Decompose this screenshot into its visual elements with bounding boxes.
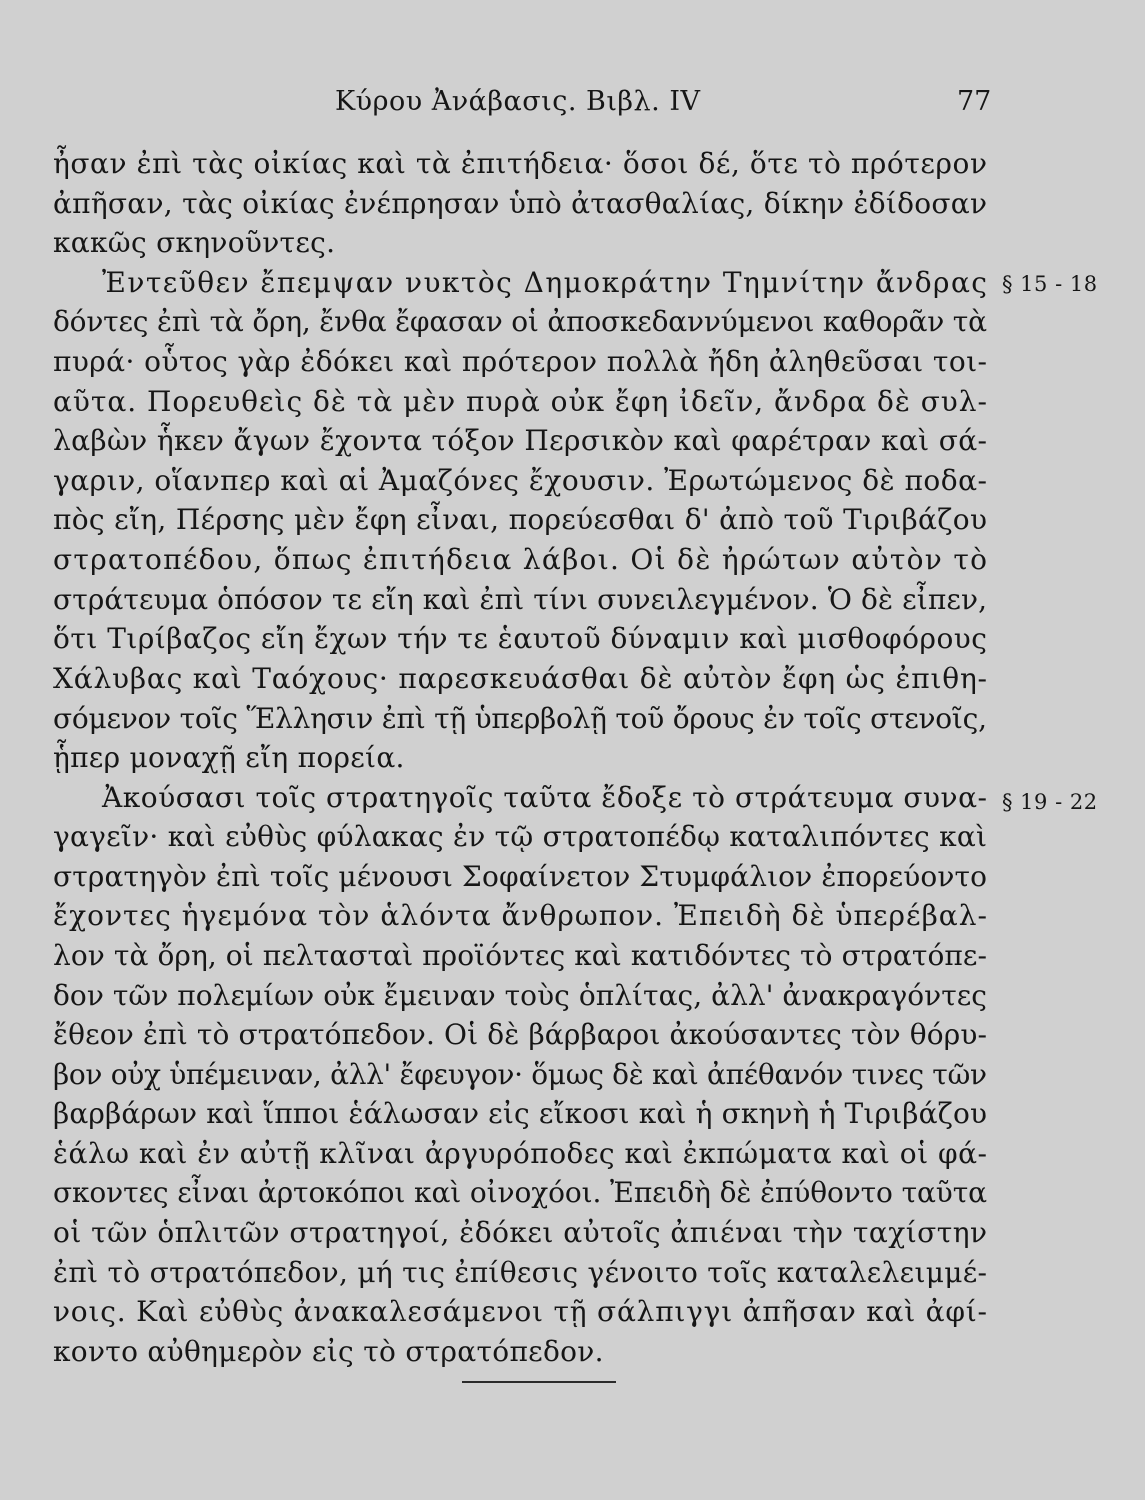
text-line: κοντο αὐθημερὸν εἰς τὸ στρατόπεδον. [53,1335,604,1368]
margin-note-section-range: § 19 - 22 [1002,790,1098,814]
text-line: στρατηγὸν ἐπὶ τοῖς μένουσι Σοφαίνετον Στυμφάλιον ἐπορεύοντο [53,860,988,893]
text-line: κακῶς σκηνοῦντες. [53,226,336,259]
text-line: νοις. Καὶ εὐθὺς ἀνακαλεσάμενοι τῇ σάλπιγγι ἀπῆσαν καὶ ἀφί- [53,1295,988,1328]
text-line: Ἐντεῦθεν ἔπεμψαν νυκτὸς Δημοκράτην Τημνίτην ἄνδρας [102,266,989,299]
text-line: ἔθεον ἐπὶ τὸ στρατόπεδον. Οἱ δὲ βάρβαροι ἀκούσαντες τὸν θόρυ- [53,1018,988,1051]
text-line: οἱ τῶν ὁπλιτῶν στρατηγοί, ἐδόκει αὐτοῖς ἀπιέναι τὴν ταχίστην [53,1216,988,1249]
text-line: αῦτα. Πορευθεὶς δὲ τὰ μὲν πυρὰ οὐκ ἔφη ἰδεῖν, ἄνδρα δὲ συλ- [53,385,988,418]
text-line: σόμενον τοῖς Ἕλλησιν ἐπὶ τῇ ὑπερβολῇ τοῦ ὄρους ἐν τοῖς στενοῖς, [53,702,987,735]
text-line: βαρβάρων καὶ ἵπποι ἑάλωσαν εἰς εἴκοσι καὶ ἡ σκηνὴ ἡ Τιριβάζου [53,1097,988,1130]
text-line: πὸς εἴη, Πέρσης μὲν ἔφη εἶναι, πορεύεσθαι δ' ἀπὸ τοῦ Τιριβάζου [53,503,988,536]
running-head [0,86,1145,126]
text-line: ὅτι Τιρίβαζος εἴη ἔχων τήν τε ἑαυτοῦ δύναμιν καὶ μισθοφόρους [53,622,988,655]
text-line: ἀπῆσαν, τὰς οἰκίας ἐνέπρησαν ὑπὸ ἀτασθαλίας, δίκην ἐδίδοσαν [53,187,988,220]
text-line: πυρά· οὗτος γὰρ ἐδόκει καὶ πρότερον πολλὰ ἤδη ἀληθεῦσαι τοι- [53,345,988,378]
text-line: Χάλυβας καὶ Ταόχους· παρεσκευάσθαι δὲ αὐτὸν ἔφη ὡς ἐπιθη- [53,662,988,695]
text-line: δον τῶν πολεμίων οὐκ ἔμειναν τοὺς ὁπλίτας, ἀλλ' ἀνακραγόντες [53,979,988,1012]
end-rule [462,1381,616,1383]
text-line: Ἀκούσασι τοῖς στρατηγοῖς ταῦτα ἔδοξε τὸ στράτευμα συνα- [102,781,988,814]
text-line: ᾗπερ μοναχῇ εἴη πορεία. [53,741,405,774]
text-line: λαβὼν ἧκεν ἄγων ἔχοντα τόξον Περσικὸν καὶ φαρέτραν καὶ σά- [53,424,988,457]
text-line: ἐπὶ τὸ στρατόπεδον, μή τις ἐπίθεσις γένοιτο τοῖς καταλελειμμέ- [53,1256,988,1289]
text-line: στρατοπέδου, ὅπως ἐπιτήδεια λάβοι. Οἱ δὲ ἠρώτων αὐτὸν τὸ [53,543,989,576]
text-line: λον τὰ ὄρη, οἱ πελτασταὶ προϊόντες καὶ κατιδόντες τὸ στρατόπε- [53,939,988,972]
text-line: στράτευμα ὁπόσον τε εἴη καὶ ἐπὶ τίνι συνειλεγμένον. Ὁ δὲ εἶπεν, [53,583,988,616]
margin-note-section-range: § 15 - 18 [1002,272,1098,296]
text-line: γαριν, οἵανπερ καὶ αἱ Ἀμαζόνες ἔχουσιν. Ἐρωτώμενος δὲ ποδα- [53,464,988,497]
running-title: Κύρου Ἀνάβασις. Βιβλ. IV [335,86,701,117]
text-line: ἦσαν ἐπὶ τὰς οἰκίας καὶ τὰ ἐπιτήδεια· ὅσοι δέ, ὅτε τὸ πρότερον [53,147,988,180]
text-line: γαγεῖν· καὶ εὐθὺς φύλακας ἐν τῷ στρατοπέδῳ καταλιπόντες καὶ [53,820,988,853]
text-line: σκοντες εἶναι ἀρτοκόποι καὶ οἰνοχόοι. Ἐπειδὴ δὲ ἐπύθοντο ταῦτα [53,1176,987,1209]
page-number: 77 [957,86,992,117]
text-line: βον οὐχ ὑπέμειναν, ἀλλ' ἔφευγον· ὅμως δὲ καὶ ἀπέθανόν τινες τῶν [53,1058,987,1091]
text-line: δόντες ἐπὶ τὰ ὄρη, ἔνθα ἔφασαν οἱ ἀποσκεδαννύμενοι καθορᾶν τὰ [53,305,987,338]
text-line: ἑάλω καὶ ἐν αὐτῇ κλῖναι ἀργυρόποδες καὶ ἐκπώματα καὶ οἱ φά- [53,1137,988,1170]
text-line: ἔχοντες ἡγεμόνα τὸν ἁλόντα ἄνθρωπον. Ἐπειδὴ δὲ ὑπερέβαλ- [53,899,989,932]
